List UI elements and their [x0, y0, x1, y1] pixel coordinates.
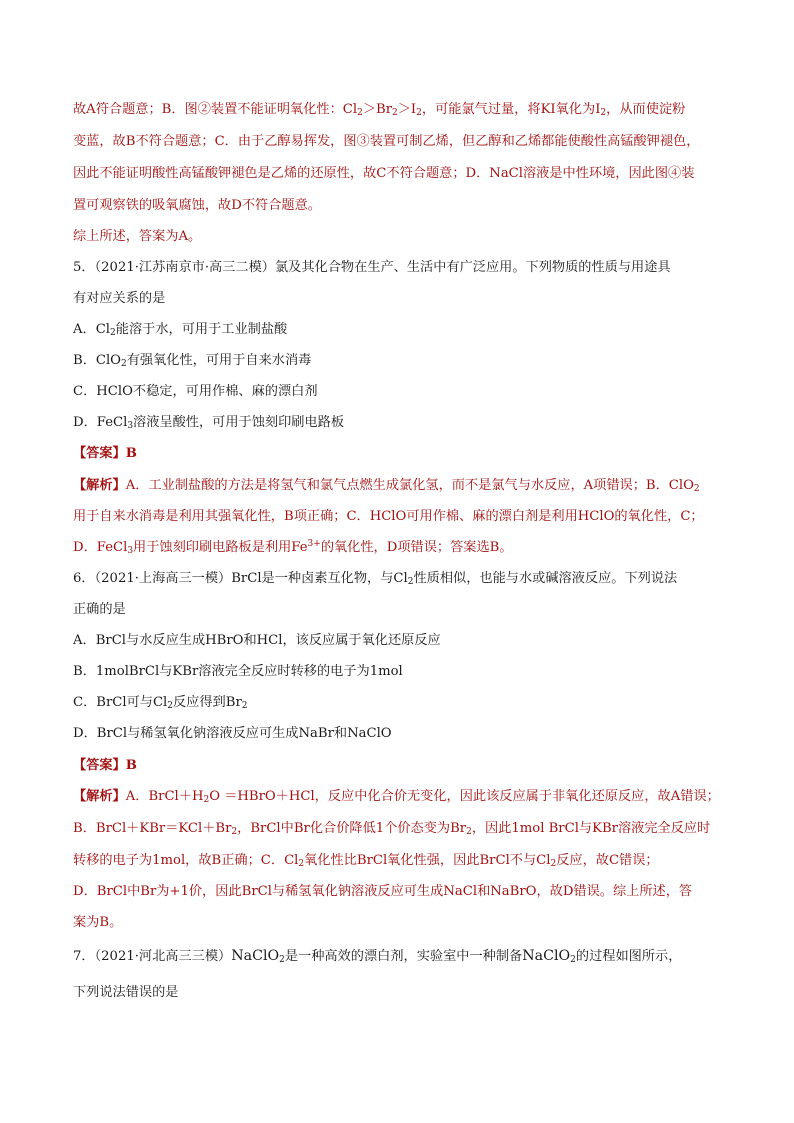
q6-stem-line-1: 6．（2021·上海高三一模）BrCl是一种卤素互化物，与$Cl_2$性质相似，也能与水或碱溶液反应。下列说法 — [73, 571, 678, 587]
q5-option-c: C．HClO不稳定，可用作棉、麻的漂白剂 — [73, 384, 318, 399]
q6-analysis-line-2: B．$BrCl+KBr=KCl+Br_2$，BrCl中Br化合价降低1个价态变为$Br_2$，因此1mol BrCl与KBr溶液完全反应时 — [73, 821, 711, 837]
q6-analysis-line-1: 【解析】A．$BrCl+H_2O$ ＝HBrO＋HCl，反应中化合价无变化，因此该反应属于非氧化还原反应，故A错误； — [73, 789, 720, 805]
q7-stem-line-2: 下列说法错误的是 — [73, 985, 179, 1000]
q6-option-b: B．1molBrCl与KBr溶液完全反应时转移的电子为1mol — [73, 664, 403, 679]
q6-analysis-line-4: D．BrCl中Br为+1价，因此BrCl与稀氢氧化钠溶液反应可生成NaCl和NaBrO，故D错误。综上所述，答 — [73, 884, 693, 899]
q6-option-a: A．BrCl与水反应生成HBrO和HCl，该反应属于氧化还原反应 — [73, 633, 441, 648]
q6-answer: 【答案】B — [73, 758, 137, 773]
q5-analysis-line-3: D．FeCl$_3$用于蚀刻印刷电路板是利用$Fe^{3+}$的氧化性，D项错误；答案选B。 — [73, 539, 513, 556]
q5-option-b: B．ClO$_2$有强氧化性，可用于自来水消毒 — [73, 353, 312, 369]
q5-option-a: A．$Cl_2$能溶于水，可用于工业制盐酸 — [73, 322, 288, 338]
q6-option-d: D．BrCl与稀氢氧化钠溶液反应可生成NaBr和NaClO — [73, 726, 392, 741]
q4-analysis-line-1: 故A符合题意；B．图②装置不能证明氧化性：$Cl_2>Br_2>I_2$，可能氯气过量，将KI氧化为$I_2$，从而使淀粉 — [73, 102, 686, 118]
q6-option-c: C．BrCl可与$Cl_2$反应得到$Br_2$ — [73, 695, 248, 711]
q5-analysis-line-2: 用于自来水消毒是利用其强氧化性，B项正确；C．HClO可用作棉、麻的漂白剂是利用HClO的氧化性，C； — [73, 509, 704, 524]
q4-analysis-line-2: 变蓝，故B不符合题意；C．由于乙醇易挥发，图③装置可制乙烯，但乙醇和乙烯都能使酸性高锰酸钾褪色， — [73, 134, 700, 149]
q5-stem-line-2: 有对应关系的是 — [73, 291, 166, 306]
q4-analysis-line-4: 置可观察铁的吸氧腐蚀，故D不符合题意。 — [73, 198, 321, 213]
q6-analysis-line-5: 案为B。 — [73, 915, 123, 930]
q7-stem-line-1: 7．（2021·河北高三三模）NaClO$_2$是一种高效的漂白剂，实验室中一种制备NaClO$_2$的过程如图所示， — [73, 948, 682, 965]
q4-analysis-line-3: 因此不能证明酸性高锰酸钾褪色是乙烯的还原性，故C不符合题意；D．NaCl溶液是中性环境，因此图④装 — [73, 166, 695, 181]
q4-summary: 综上所述，答案为A。 — [73, 229, 202, 244]
q5-stem-line-1: 5．（2021·江苏南京市·高三二模）氯及其化合物在生产、生活中有广泛应用。下列物质的性质与用途具 — [73, 260, 671, 275]
q5-option-d: D．FeCl$_3$溶液呈酸性，可用于蚀刻印刷电路板 — [73, 415, 345, 431]
q6-stem-line-2: 正确的是 — [73, 602, 126, 617]
q5-analysis-line-1: 【解析】A．工业制盐酸的方法是将氢气和氯气点燃生成氯化氢，而不是氯气与水反应，A项错误；B．ClO$_2$ — [73, 478, 700, 494]
q5-answer: 【答案】B — [73, 446, 137, 461]
q6-analysis-line-3: 转移的电子为1mol，故B正确；C．$Cl_2$氧化性比BrCl氧化性强，因此BrCl不与$Cl_2$反应，故C错误； — [73, 853, 659, 869]
